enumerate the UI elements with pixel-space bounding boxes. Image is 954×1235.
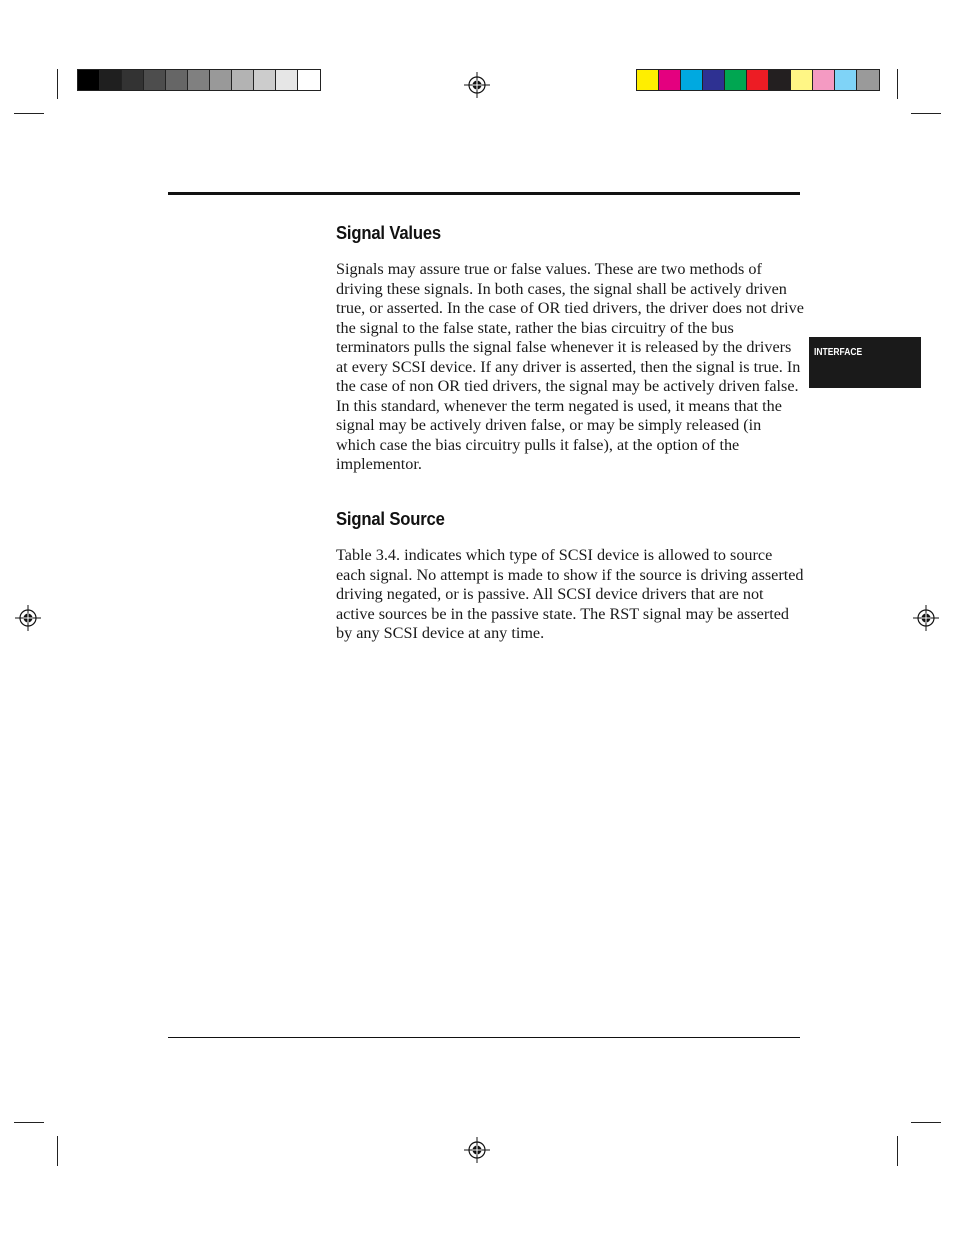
grayscale-swatch [298, 70, 320, 90]
grayscale-color-bar [77, 69, 321, 91]
crop-mark-top-right-horizontal [911, 113, 941, 114]
grayscale-swatch [144, 70, 166, 90]
crop-mark-top-left-horizontal [14, 113, 44, 114]
grayscale-swatch [232, 70, 254, 90]
grayscale-swatch [210, 70, 232, 90]
grayscale-swatch [276, 70, 298, 90]
crop-mark-bottom-left-horizontal [14, 1122, 44, 1123]
registration-mark-top-icon [464, 72, 490, 98]
grayscale-swatch [254, 70, 276, 90]
grayscale-swatch [122, 70, 144, 90]
header-rule [168, 192, 800, 195]
process-color-swatch [813, 70, 835, 90]
registration-mark-right-icon [913, 605, 939, 631]
process-color-swatch [725, 70, 747, 90]
crop-mark-bottom-left-vertical [57, 1136, 58, 1166]
process-color-swatch [769, 70, 791, 90]
grayscale-swatch [166, 70, 188, 90]
process-color-swatch [681, 70, 703, 90]
section-body-signal-values: Signals may assure true or false values. These are two methods of driving these signals. In both cases, the signal shall be actively driven true, or asserted. In the case of OR tied drivers, the driver does not drive the signal to the false state, rather the bias circuitry of the bus terminators pulls the signal false whenever it is released by the drivers at every SCSI device. If any driver is asserted, then the signal is true. In the case of non OR tied drivers, the signal may be actively driven false. In this standard, whenever the term negated is used, it means that the signal may be actively driven false, or may be simply released (in which case the bias circuitry pulls it false), at the option of the implementor. [336, 260, 804, 473]
crop-mark-bottom-right-horizontal [911, 1122, 941, 1123]
process-color-swatch [637, 70, 659, 90]
crop-mark-bottom-right-vertical [897, 1136, 898, 1166]
section-body-signal-source: Table 3.4. indicates which type of SCSI device is allowed to source each signal. No attempt is made to show if the source is driving asserted driving negated, or is passive. All SCSI device drivers that are not active sources be in the passive state. The RST signal may be asserted by any SCSI device at any time. [336, 546, 804, 642]
registration-mark-left-icon [15, 605, 41, 631]
crop-mark-top-right-vertical [897, 69, 898, 99]
section-thumb-tab [809, 337, 921, 388]
grayscale-swatch [100, 70, 122, 90]
section-heading-signal-values: Signal Values [336, 222, 442, 243]
footer-rule [168, 1037, 800, 1038]
grayscale-swatch [188, 70, 210, 90]
section-thumb-tab-label: INTERFACE [814, 347, 863, 358]
process-color-swatch [703, 70, 725, 90]
process-color-swatch [835, 70, 857, 90]
section-heading-signal-source: Signal Source [336, 508, 445, 529]
process-color-bar [636, 69, 880, 91]
process-color-swatch [747, 70, 769, 90]
crop-mark-top-left-vertical [57, 69, 58, 99]
grayscale-swatch [78, 70, 100, 90]
process-color-swatch [857, 70, 879, 90]
process-color-swatch [659, 70, 681, 90]
process-color-swatch [791, 70, 813, 90]
registration-mark-bottom-icon [464, 1137, 490, 1163]
